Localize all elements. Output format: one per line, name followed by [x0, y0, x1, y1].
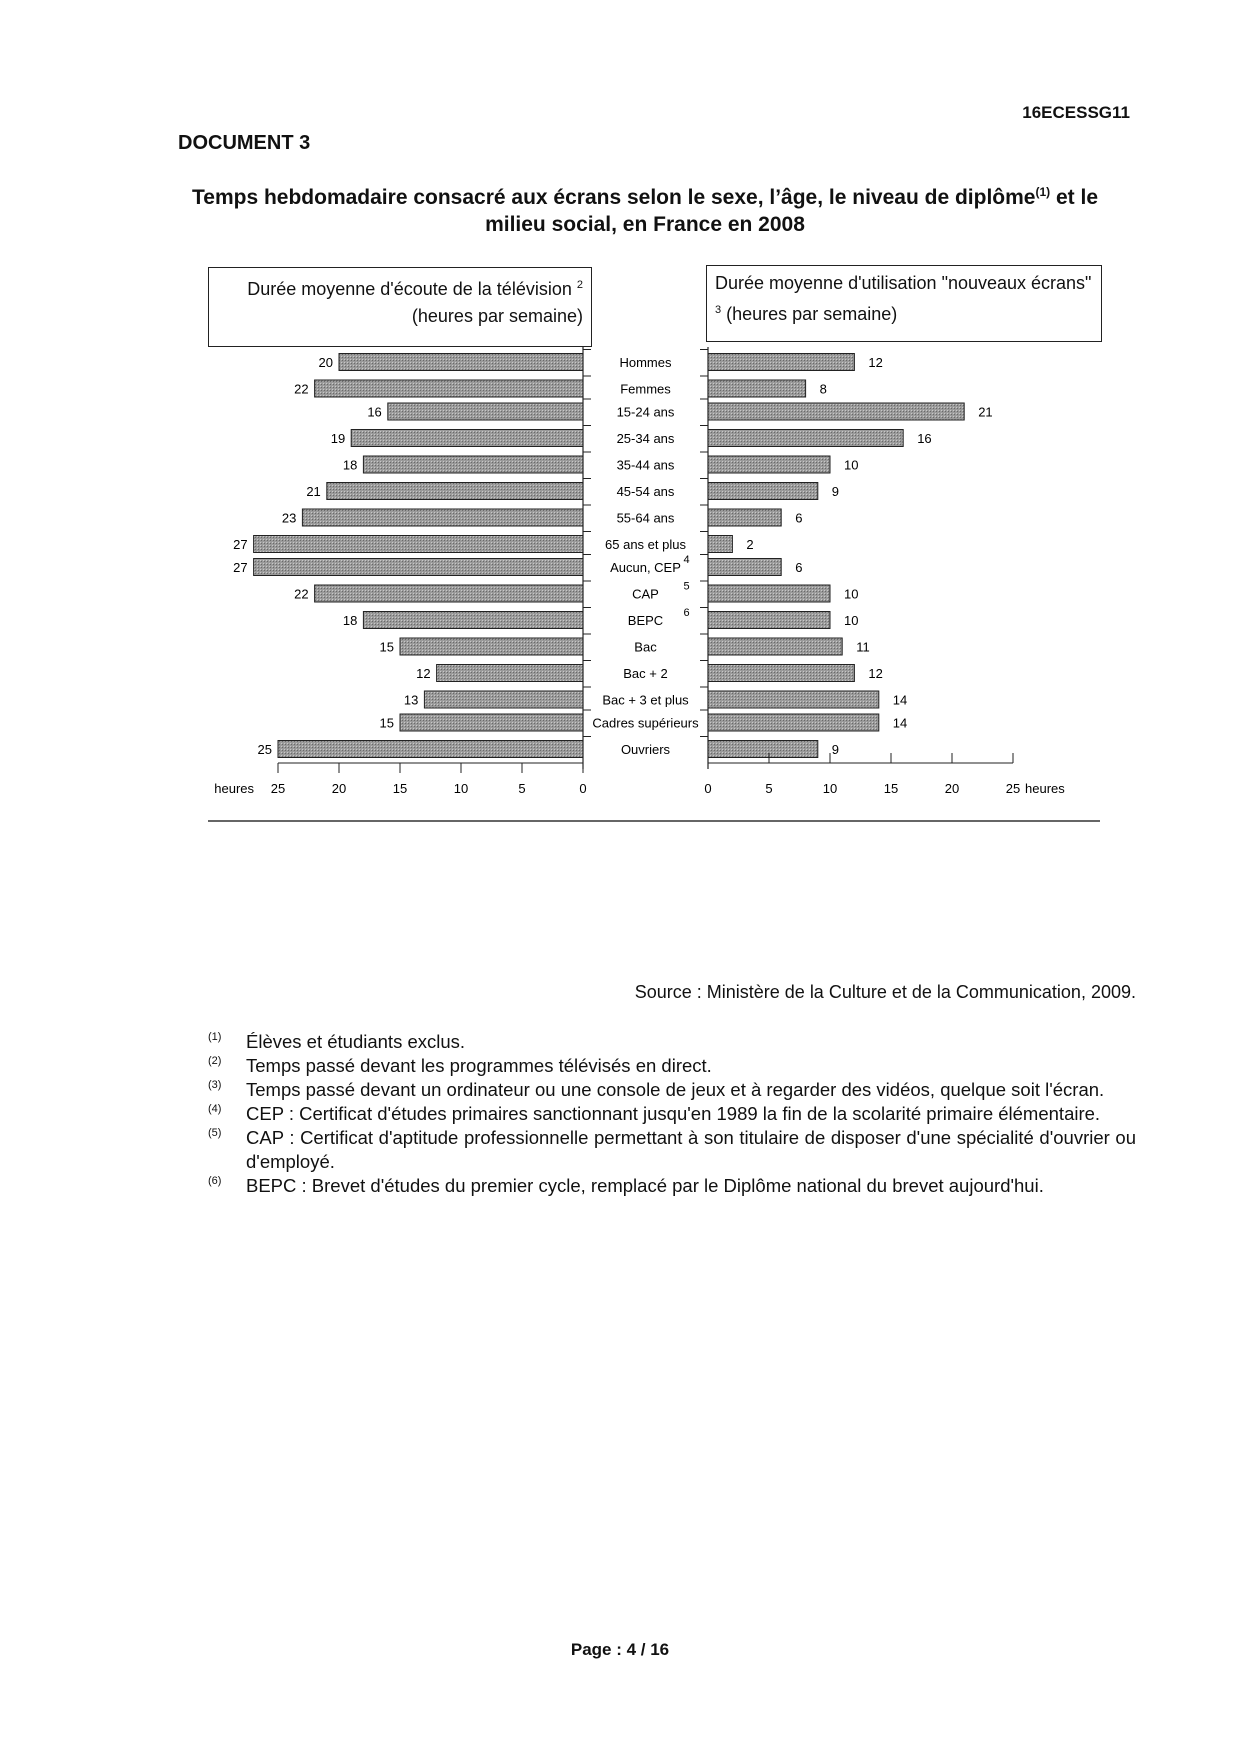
data-label-television: 20: [318, 355, 333, 370]
bar-new-screens: [708, 665, 854, 682]
left-x-tick-label: 20: [331, 781, 347, 796]
bar-television: [302, 509, 583, 526]
data-label-television: 18: [342, 613, 358, 628]
right-x-tick-label: 10: [822, 781, 838, 796]
bar-television: [315, 585, 583, 602]
bar-new-screens: [708, 354, 854, 371]
data-label-new-screens: 6: [795, 560, 803, 575]
data-label-new-screens: 8: [819, 381, 827, 397]
left-x-tick-label: 5: [518, 781, 526, 796]
category-note: 4: [683, 554, 690, 566]
bar-television: [254, 536, 583, 553]
category-label: 65 ans et plus: [605, 537, 686, 552]
footnote-1: [208, 1030, 1136, 1054]
category-note: 6: [683, 607, 690, 619]
bar-new-screens: [708, 509, 781, 526]
document-label: DOCUMENT 3: [178, 132, 311, 154]
data-label-new-screens: 9: [831, 484, 840, 499]
footnote-text: CEP : Certificat d'études primaires sanctionnant jusqu'en 1989 la fin de la scolarité primaire élémentaire.: [246, 1103, 1101, 1124]
footnote-number: (3): [208, 1079, 222, 1091]
footnote-6: [208, 1174, 1136, 1198]
right-x-axis-label: heures: [1025, 781, 1065, 796]
category-label: Ouvriers: [620, 742, 671, 757]
data-label-new-screens: 14: [892, 692, 908, 708]
bar-new-screens: [708, 638, 842, 655]
bar-television: [437, 665, 583, 682]
data-label-television: 19: [330, 431, 346, 446]
data-label-television: 22: [294, 381, 309, 397]
bar-new-screens: [708, 483, 818, 500]
data-label-new-screens: 14: [892, 715, 908, 731]
footnote-number: (2): [208, 1055, 222, 1067]
bar-television: [351, 430, 583, 447]
data-label-new-screens: 12: [868, 355, 883, 370]
legend-television-note: 2: [576, 279, 583, 291]
data-label-television: 23: [281, 510, 297, 526]
bar-new-screens: [708, 559, 781, 576]
right-x-tick-label: 25: [1005, 781, 1021, 796]
data-label-television: 27: [233, 560, 248, 575]
data-label-new-screens: 6: [795, 510, 803, 526]
bar-new-screens: [708, 585, 830, 602]
bar-television: [363, 456, 583, 473]
bar-new-screens: [708, 403, 964, 420]
footnote-text: Temps passé devant un ordinateur ou une console de jeux et à regarder des vidéos, quelque soit l'écran.: [246, 1079, 1105, 1100]
bar-new-screens: [708, 612, 830, 629]
footnote-3: [208, 1078, 1136, 1102]
category-label: Bac + 2: [623, 666, 668, 681]
footnotes: [208, 1030, 1136, 1198]
data-label-television: 21: [306, 484, 321, 499]
data-label-television: 15: [379, 715, 394, 731]
footnote-text: Élèves et étudiants exclus.: [246, 1031, 466, 1052]
category-label: Femmes: [620, 381, 671, 397]
legend-television-unit: (heures par semaine): [411, 306, 583, 326]
bar-television: [363, 612, 583, 629]
bar-new-screens: [708, 380, 806, 397]
category-label: Bac + 3 et plus: [602, 692, 689, 708]
data-label-television: 25: [257, 742, 272, 757]
footnote-5: [208, 1126, 1136, 1174]
bar-television: [254, 559, 583, 576]
data-label-television: 16: [367, 404, 382, 420]
right-x-tick-label: 5: [765, 781, 773, 796]
chart-title-note: (1): [1035, 185, 1051, 199]
data-label-television: 12: [416, 666, 431, 681]
footnote-text: Temps passé devant les programmes télévisés en direct.: [246, 1055, 712, 1076]
category-note: 5: [683, 580, 690, 593]
bar-television: [400, 638, 583, 655]
data-label-new-screens: 10: [844, 613, 859, 628]
category-label: Bac: [634, 639, 657, 655]
footnote-number: (6): [208, 1175, 222, 1187]
data-label-new-screens: 10: [844, 586, 859, 602]
data-label-new-screens: 12: [868, 666, 883, 681]
data-label-new-screens: 9: [831, 742, 840, 757]
legend-new-screens-note: 3: [715, 304, 722, 316]
data-label-new-screens: 16: [917, 431, 932, 446]
bar-television: [400, 714, 583, 731]
bar-television: [339, 354, 583, 371]
document-code: 16ECESSG11: [1022, 103, 1130, 122]
bar-new-screens: [708, 691, 879, 708]
category-label: CAP: [632, 586, 659, 602]
bar-television: [388, 403, 583, 420]
data-label-television: 15: [379, 639, 394, 655]
footnote-2: [208, 1054, 1136, 1078]
category-label: Cadres supérieurs: [592, 715, 699, 731]
bar-new-screens: [708, 536, 732, 553]
category-label: 15-24 ans: [616, 404, 675, 420]
page-number: Page : 4 / 16: [570, 1640, 670, 1659]
footnote-text: BEPC : Brevet d'études du premier cycle, remplacé par le Diplôme national du brevet aujourd'hui.: [246, 1175, 1044, 1196]
data-label-new-screens: 10: [844, 457, 859, 473]
data-label-new-screens: 21: [978, 404, 993, 420]
data-label-new-screens: 11: [856, 639, 870, 655]
legend-new-screens-unit: (heures par semaine): [726, 304, 898, 324]
source-note: Source : Ministère de la Culture et de la Communication, 2009.: [634, 982, 1136, 1002]
category-label: 55-64 ans: [616, 510, 675, 526]
data-label-television: 13: [403, 692, 419, 708]
right-x-tick-label: 0: [704, 781, 712, 796]
category-label: 25-34 ans: [616, 431, 675, 446]
data-label-television: 18: [342, 457, 358, 473]
category-label: BEPC: [627, 613, 664, 628]
category-label: 45-54 ans: [616, 484, 675, 499]
legend-new-screens-name: Durée moyenne d'utilisation "nouveaux écrans": [715, 273, 1092, 293]
bar-new-screens: [708, 714, 879, 731]
footnote-number: (1): [208, 1031, 222, 1043]
bar-television: [278, 741, 583, 758]
footnote-4: [208, 1102, 1136, 1126]
left-x-tick-label: 10: [453, 781, 469, 796]
left-x-tick-label: 15: [392, 781, 408, 796]
legend-television-name: Durée moyenne d'écoute de la télévision: [247, 279, 572, 299]
bar-television: [424, 691, 583, 708]
footnote-number: (5): [208, 1127, 222, 1139]
left-x-tick-label: 25: [270, 781, 286, 796]
data-label-television: 22: [294, 586, 309, 602]
chart-title-part1: Temps hebdomadaire consacré aux écrans selon le sexe, l’âge, le niveau de diplôme: [192, 186, 1036, 209]
right-x-tick-label: 20: [944, 781, 960, 796]
bar-new-screens: [708, 741, 818, 758]
bar-television: [327, 483, 583, 500]
right-x-tick-label: 15: [883, 781, 899, 796]
bar-television: [315, 380, 583, 397]
left-x-tick-label: 0: [579, 781, 587, 796]
data-label-new-screens: 2: [746, 537, 754, 552]
left-x-axis-label: heures: [214, 781, 254, 796]
category-label: Hommes: [619, 355, 672, 370]
category-label: 35-44 ans: [616, 457, 675, 473]
chart-title-part2: et le milieu social, en France en 2008: [485, 186, 1098, 236]
bar-new-screens: [708, 456, 830, 473]
category-label: Aucun, CEP: [610, 560, 681, 575]
footnote-number: (4): [208, 1103, 222, 1115]
data-label-television: 27: [233, 537, 248, 552]
footnote-text: CAP : Certificat d'aptitude professionnelle permettant à son titulaire de disposer d'une spécialité d'ouvrier ou d'employé.: [246, 1127, 1136, 1172]
bar-new-screens: [708, 430, 903, 447]
